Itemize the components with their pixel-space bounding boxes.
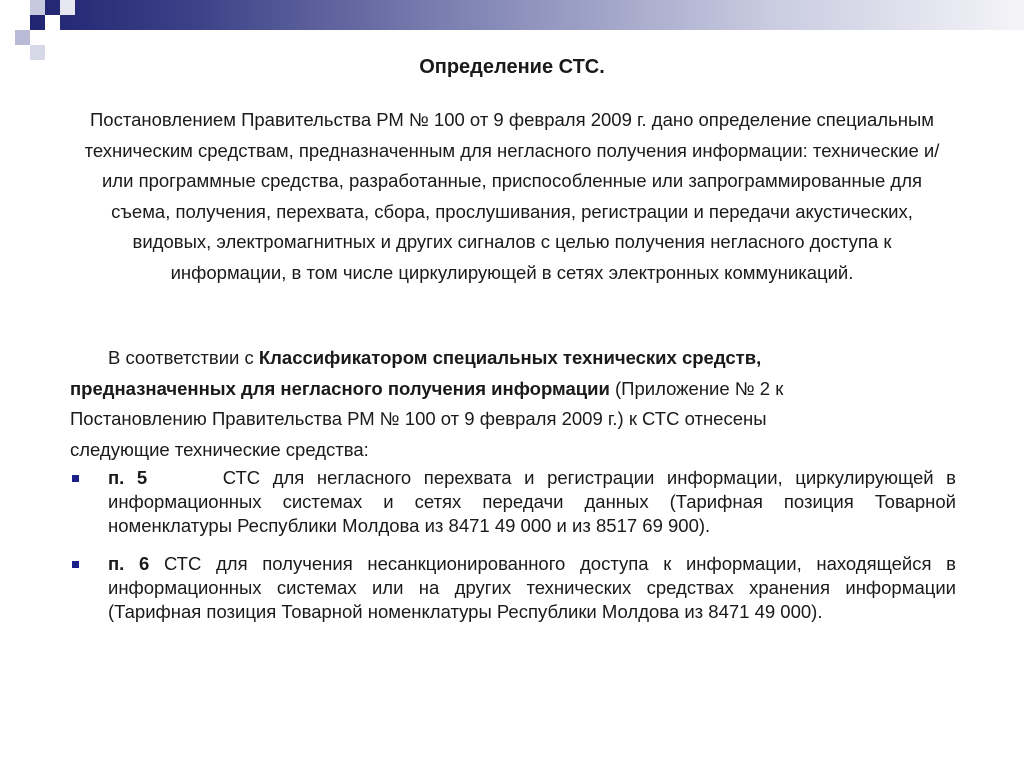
list-item xyxy=(70,466,956,538)
square-bullet-icon xyxy=(72,561,79,568)
item-label: п. 6 xyxy=(108,553,150,574)
item-text: СТС для негласного перехвата и регистрации информации, циркулирующей в информационных системах и сетях передачи данных (Тарифная позиция Товарной номенклатуры Республики Молдова из 8471 49 000 и из 8517 69 900). xyxy=(108,467,956,536)
classifier-name-part1: Классификатором специальных технических средств, xyxy=(258,347,762,368)
classifier-paragraph xyxy=(70,343,950,465)
item-text: СТС для получения несанкционированного доступа к информации, находящейся в информационных системах или на других технических средствах хранения информации (Тарифная позиция Товарной номенклатуры Республики Молдова из 8471 49 000). xyxy=(108,553,957,622)
definition-paragraph: Постановлением Правительства РМ № 100 от 9 февраля 2009 г. дано определение специальным техническим средствам, предназначенным для негласного получения информации: технические и/или программные средства, разработанные, приспособленные или запрограммированные для съема, получения, перехвата, сбора, прослушивания, регистрации и передачи акустических, видовых, электромагнитных и других сигналов с целью получения негласного доступа к информации, в том числе циркулирующей в сетях электронных коммуникаций. xyxy=(84,109,940,283)
square-bullet-icon xyxy=(72,475,79,482)
classifier-line-2 xyxy=(70,374,950,405)
decor-square xyxy=(0,0,30,30)
list-item xyxy=(70,552,956,624)
decor-square xyxy=(15,30,30,45)
decor-square xyxy=(45,15,60,30)
slide-title: Определение СТС. xyxy=(419,56,605,78)
sts-category-list xyxy=(70,466,956,638)
classifier-line-3: Постановлению Правительства РМ № 100 от 9 февраля 2009 г.) к СТС отнесены xyxy=(70,408,767,429)
item-label: п. 5 xyxy=(108,467,148,488)
classifier-appendix-ref: (Приложение № 2 к xyxy=(609,377,784,399)
decor-square xyxy=(30,0,45,15)
header-gradient-band xyxy=(0,0,1024,30)
classifier-line-4: следующие технические средства: xyxy=(70,438,369,460)
decor-square xyxy=(60,0,75,15)
classifier-prefix: В соответствии с xyxy=(108,347,259,368)
classifier-line-1 xyxy=(70,343,950,374)
classifier-name-part2: предназначенных для негласного получения информации xyxy=(70,377,610,399)
